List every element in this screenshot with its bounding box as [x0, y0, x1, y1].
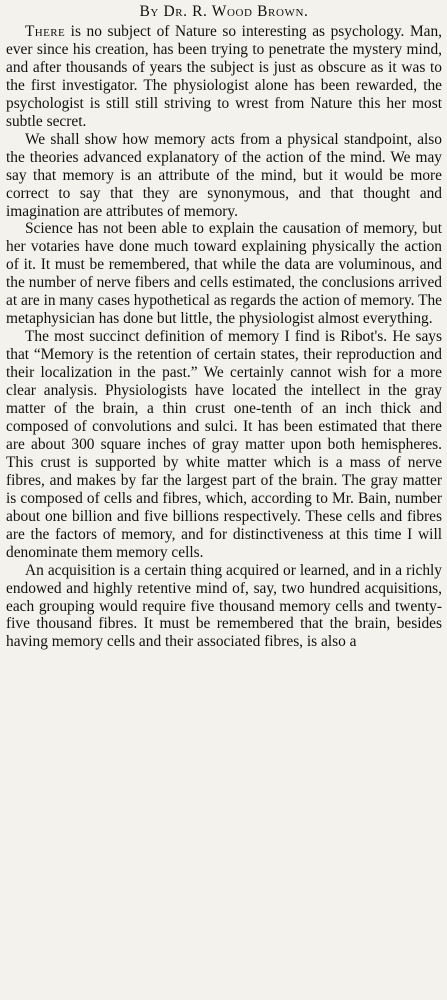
author-byline: By Dr. R. Wood Brown. — [139, 3, 309, 20]
paragraph-1 — [6, 23, 442, 131]
paragraph-3 — [6, 220, 442, 328]
paragraph-5 — [6, 562, 442, 652]
paragraph-text: Science has not been able to explain the causation of memory, but her votaries have done much toward explaining physically the action of it. It must be remembered, that while the data are voluminous, and the number of nerve fibers and cells estimated, the conclusions arrived at are in many cases hypothetical as regards the action of memory. The metaphysician has done but little, the physiologist almost everything. — [6, 220, 442, 328]
paragraph-2 — [6, 131, 442, 221]
paragraph-text: We shall show how memory acts from a physical standpoint, also the theories advanced explanatory of the action of the mind. We may say that memory is an attribute of the mind, but it would be more correct to say that they are synonymous, and that thought and imagination are attributes of memory. — [6, 130, 442, 220]
paragraph-text: is no subject of Nature so interesting as psychology. Man, ever since his creation, has been trying to penetrate the mystery mind, and after thousands of years the subject is just as obscure as it was to the first investigator. The physiologist alone has been rewarded, the psychologist is still still striving to wrest from Nature this her most subtle secret. — [6, 23, 442, 130]
paragraph-text: The most succinct definition of memory I find is Ribot's. He says that “Memory is the retention of certain states, their reproduction and their localization in the past.” We certainly cannot wish for a more clear analysis. Physiologists have located the intellect in the gray matter of the brain, a thin crust one-tenth of an inch thick and composed of convolutions and sulci. It has been estimated that there are about 300 square inches of gray matter upon both hemispheres. This crust is supported by white matter which is a mass of nerve fibres, and makes by far the largest part of the brain. The gray matter is composed of cells and fibres, which, according to Mr. Bain, number about one billion and five billions respectively. These cells and fibres are the factors of memory, and for distinctiveness at this time I will denominate them memory cells. — [6, 328, 442, 561]
paragraph-lead-word: There — [25, 23, 66, 40]
paragraph-text: An acquisition is a certain thing acquired or learned, and in a richly endowed and highly retentive mind of, say, two hundred acquisitions, each grouping would require five thousand memory cells and twenty-five thousand fibres. It must be remembered that the brain, besides having memory cells and their associated fibres, is also a — [6, 561, 442, 651]
paragraph-4 — [6, 328, 442, 561]
